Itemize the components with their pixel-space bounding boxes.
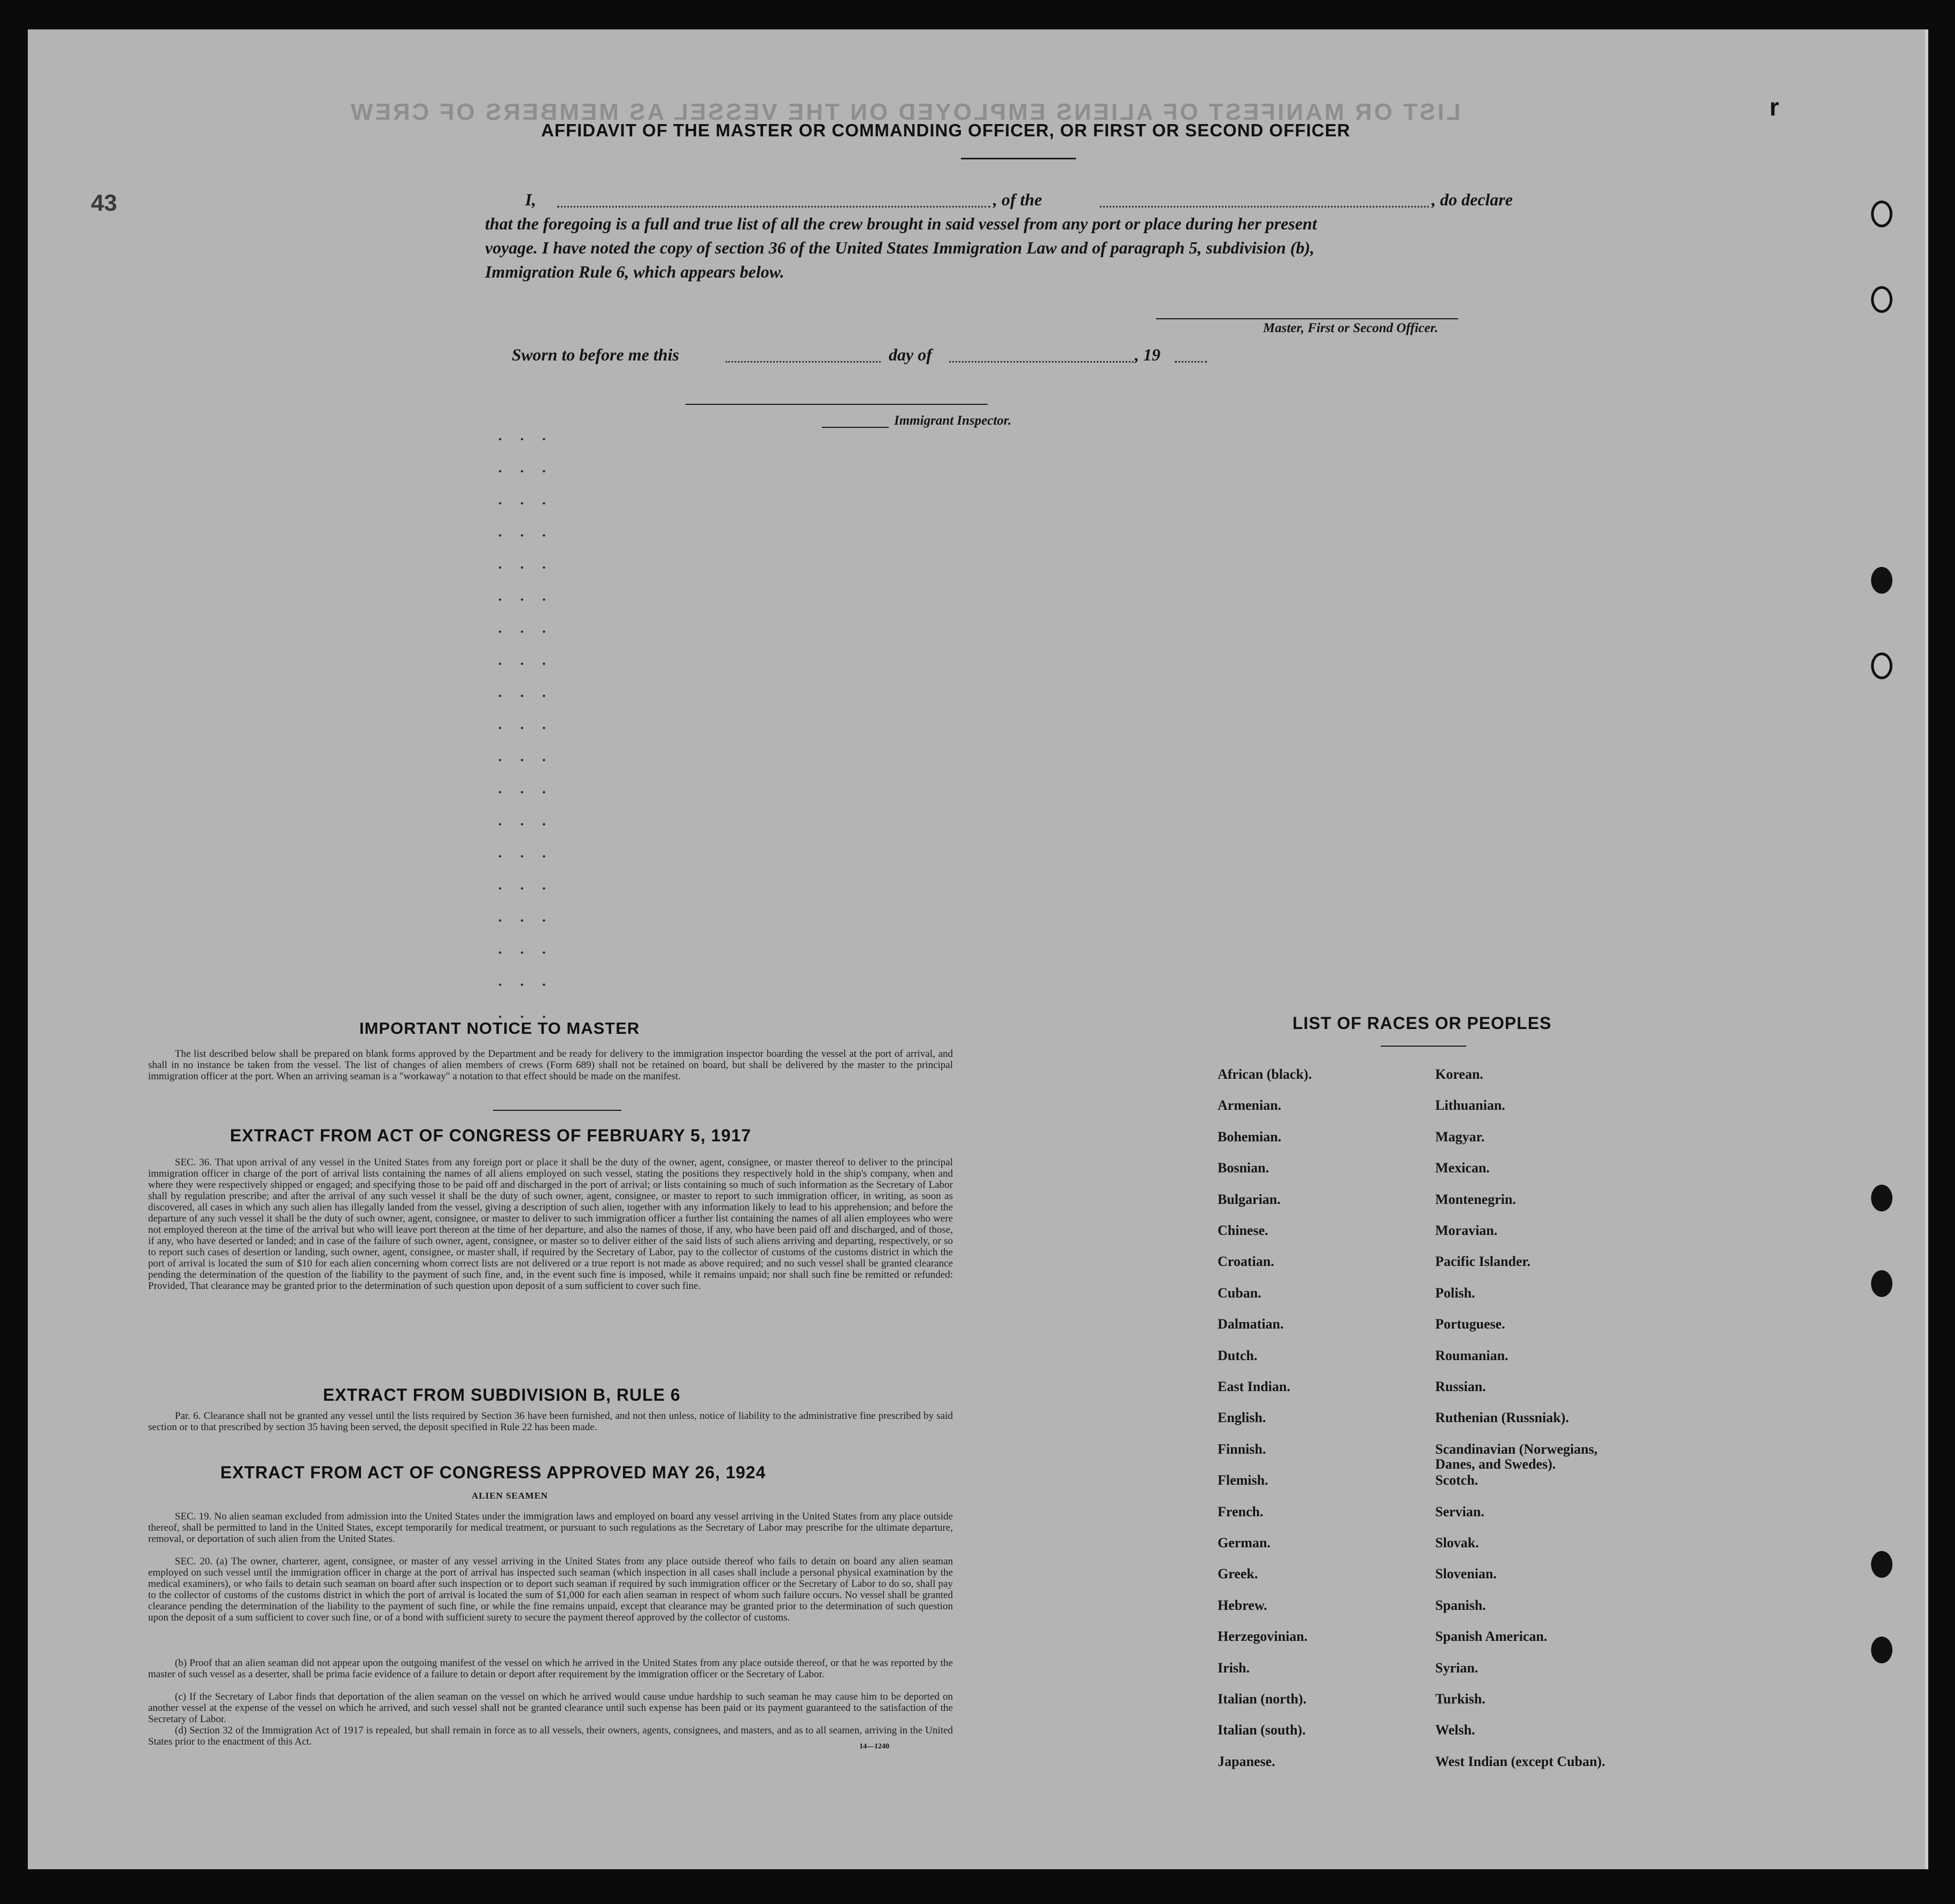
race-item: East Indian. — [1218, 1379, 1290, 1394]
inspector-caption: Immigrant Inspector. — [894, 413, 1012, 428]
sworn-month-field[interactable] — [949, 361, 1134, 363]
inspector-short-rule — [822, 427, 889, 428]
act1924-sec20a: SEC. 20. (a) The owner, charterer, agent, consignee, or master of any vessel arriving in the United States from any place outside thereof who fails to detain on board any alien seaman employed on such vessel until the immigration officer in charge at the port of arrival has inspected such seaman (which inspection in all cases shall include a personal physical examination by the medical examiners), or who fails to detain such seaman on board after such inspection or to deport such seaman if required by such immigration officer or the Secretary of Labor to do so, shall pay to the collector of customs of the customs district in which the port of arrival is located the sum of $1,000 for each alien seaman in respect of whom such failure occurs. No vessel shall be granted clearance pending the determination of the liability to the payment of such fine, or while the fine remains unpaid, except that clearance may be granted prior to the determination of such question upon the deposit of a sum sufficient to cover such fine, or of a bond with sufficient surety to secure the payment thereof approved by the collector of customs. — [148, 1556, 953, 1623]
punch-hole — [1871, 1551, 1892, 1578]
race-item: Herzegovinian. — [1218, 1629, 1308, 1645]
rule6-title: EXTRACT FROM SUBDIVISION B, RULE 6 — [323, 1385, 681, 1404]
corner-number: 43 — [91, 190, 117, 216]
race-item: English. — [1218, 1410, 1266, 1426]
affidavit-line-3: voyage. I have noted the copy of section 36 of the United States Immigration Law and of paragraph 5, subdivision (b), — [485, 238, 1315, 257]
race-item: Korean. — [1435, 1066, 1483, 1082]
race-item: German. — [1218, 1535, 1271, 1550]
race-item: Slovak. — [1435, 1535, 1479, 1550]
race-item: Spanish. — [1435, 1597, 1486, 1613]
sworn-year-label: , 19 — [1135, 345, 1160, 364]
race-item: Polish. — [1435, 1285, 1475, 1301]
race-item: Irish. — [1218, 1660, 1250, 1676]
race-item: Dalmatian. — [1218, 1316, 1284, 1332]
race-item: French. — [1218, 1503, 1264, 1519]
race-item: Pacific Islander. — [1435, 1254, 1531, 1270]
race-item: Montenegrin. — [1435, 1191, 1516, 1207]
act1924-subtitle: ALIEN SEAMEN — [472, 1491, 548, 1501]
affidavit-do-declare: , do declare — [1431, 190, 1513, 209]
race-item: Italian (north). — [1218, 1691, 1307, 1707]
act1924-title: EXTRACT FROM ACT OF CONGRESS APPROVED MAY 26, 1924 — [220, 1463, 766, 1482]
ghost-heading: LIST OR MANIFEST OF ALIENS EMPLOYED ON THE VESSEL AS MEMBERS OF CREW — [349, 99, 1461, 125]
punch-hole — [1871, 1270, 1892, 1297]
punch-hole — [1871, 567, 1892, 594]
sworn-line — [512, 345, 1260, 366]
race-item: Bosnian. — [1218, 1160, 1269, 1176]
sworn-year-field[interactable] — [1175, 361, 1207, 363]
punch-hole — [1871, 201, 1892, 227]
race-item: Dutch. — [1218, 1347, 1258, 1363]
extract-1917-title: EXTRACT FROM ACT OF CONGRESS OF FEBRUARY 5, 1917 — [230, 1126, 751, 1145]
sworn-day-of-label: day of — [889, 345, 932, 364]
act1924-sec20d: (d) Section 32 of the Immigration Act of 1917 is repealed, but shall remain in force as to all vessels, their owners, agents, consignees, and masters, and as to all seamen, arriving in the United States prior to the enactment of this Act. — [148, 1725, 953, 1747]
race-item: Scotch. — [1435, 1472, 1479, 1488]
notice-title: IMPORTANT NOTICE TO MASTER — [359, 1019, 640, 1038]
race-item: Scandinavian (Norwegians, Danes, and Swedes). — [1435, 1441, 1598, 1472]
notice-text: The list described below shall be prepared on blank forms approved by the Department and be ready for delivery to the immigration inspector boarding the vessel at the port of arrival, and shall in no instance be taken from the vessel. The list of changes of alien members of crews (Form 689) shall not be retained on board, but shall be delivered by the master to the principal immigration officer at the port. When an arriving seaman is a "workaway" a notation to that effect should be made on the manifest. — [148, 1048, 953, 1082]
race-item: Flemish. — [1218, 1472, 1268, 1488]
race-item: Chinese. — [1218, 1223, 1268, 1238]
race-item: Spanish American. — [1435, 1629, 1548, 1645]
race-item: Lithuanian. — [1435, 1097, 1505, 1114]
punch-hole — [1871, 652, 1892, 679]
vessel-name-field[interactable] — [1100, 206, 1429, 208]
punch-hole — [1871, 1637, 1892, 1663]
race-item: Bohemian. — [1218, 1128, 1282, 1145]
race-item: Croatian. — [1218, 1254, 1274, 1270]
form-number: 14—1240 — [859, 1742, 889, 1751]
rule6-text: Par. 6. Clearance shall not be granted any vessel until the lists required by Section 36 have been furnished, and not then unless, notice of liability to the administrative fine prescribed by said section or to that prescribed by section 35 having been served, the deposit specified in Rule 22 has been made. — [148, 1410, 953, 1433]
act1924-sec20c: (c) If the Secretary of Labor finds that deportation of the alien seaman on the vessel on which he arrived would cause undue hardship to such seaman he may cause him to be deported on another vessel at the expense of the vessel on which he arrived, and such vessel shall not be granted clearance until such expense has been paid or its payment guaranteed to the satisfaction of the Secretary of Labor. — [148, 1691, 953, 1725]
races-title: LIST OF RACES OR PEOPLES — [1292, 1014, 1552, 1033]
race-item: Magyar. — [1435, 1128, 1485, 1145]
manifest-row-dots: . . . . . . . . . . . . . . . . . . . . . . . . . . . . . . . . . . . . . . . . . . . . . . . . . . . . . . . . . — [498, 428, 553, 1021]
race-item: Cuban. — [1218, 1285, 1261, 1301]
race-item: Welsh. — [1435, 1722, 1475, 1738]
act1924-sec19: SEC. 19. No alien seaman excluded from admission into the United States under the immigration laws and employed on board any vessel arriving in the United States from any place outside thereof, shall be permitted to land in the United States, except temporarily for medical treatment, or pursuant to such regulations as the Secretary of Labor may prescribe for the ultimate departure, removal, or deportation of such alien from the United States. — [148, 1511, 953, 1545]
race-item: Russian. — [1435, 1379, 1486, 1394]
race-item: Syrian. — [1435, 1660, 1479, 1676]
punch-hole — [1871, 286, 1892, 313]
race-item: Hebrew. — [1218, 1597, 1267, 1613]
affidavit-title: AFFIDAVIT OF THE MASTER OR COMMANDING OFFICER, OR FIRST OR SECOND OFFICER — [541, 120, 1351, 140]
manifest-sheet — [28, 29, 1928, 1869]
inspector-signature-line[interactable] — [686, 404, 988, 405]
affidavit-i: I, — [525, 190, 536, 209]
race-item: African (black). — [1218, 1066, 1312, 1082]
corner-tick: r — [1769, 93, 1779, 121]
race-item: Moravian. — [1435, 1223, 1498, 1238]
sworn-label: Sworn to before me this — [512, 345, 679, 364]
affidavit-line-1 — [525, 190, 1541, 211]
race-item: Ruthenian (Russniak). — [1435, 1410, 1569, 1426]
notice-rule — [493, 1110, 621, 1111]
race-item: Slovenian. — [1435, 1566, 1497, 1582]
punch-hole — [1871, 1185, 1892, 1211]
affidavit-line-4: Immigration Rule 6, which appears below. — [485, 262, 784, 281]
race-item: West Indian (except Cuban). — [1435, 1753, 1605, 1769]
master-signature-caption: Master, First or Second Officer. — [1263, 321, 1438, 335]
race-item: Armenian. — [1218, 1097, 1282, 1114]
race-item: Portuguese. — [1435, 1316, 1505, 1332]
affidavit-of-the: , of the — [993, 190, 1042, 209]
master-name-field[interactable] — [557, 206, 990, 208]
affidavit-title-rule — [961, 158, 1076, 159]
race-item: Turkish. — [1435, 1691, 1486, 1707]
race-item: Japanese. — [1218, 1753, 1275, 1769]
sworn-day-field[interactable] — [726, 361, 881, 363]
race-item: Finnish. — [1218, 1441, 1266, 1457]
act1924-sec20b: (b) Proof that an alien seaman did not appear upon the outgoing manifest of the vessel on which he arrived in the United States from any place outside thereof, or that he was reported by the master of such vessel as a deserter, shall be prima facie evidence of a failure to detain or deport after requirement by the immigration officer or the Secretary of Labor. — [148, 1657, 953, 1680]
extract-1917-text: SEC. 36. That upon arrival of any vessel in the United States from any foreign port or place it shall be the duty of the owner, agent, consignee, or master thereof to deliver to the principal immigration officer in charge of the port of arrival lists containing the names of all aliens employed on such vessel, stating the positions they respectively hold in the ship's company, when and where they were respectively shipped or engaged; and specifying those to be paid off and discharged in the port of arrival; or lists containing so much of such information as the Secretary of Labor shall by regulation prescribe; and after the arrival of any such vessel it shall be the duty of such owner, agent, consignee, or master to report to such immigration officer, in writing, as soon as discovered, all cases in which any such alien has illegally landed from the vessel, giving a description of such alien, together with any information likely to lead to his apprehension; and before the departure of any such vessel it shall be the duty of such owner, agent, consignee, or master to deliver to such immigration officer a further list containing the names of all alien employees who were not employed thereon at the time of the arrival but who will leave port thereon at the time of her departure, and also the names of those, if any, who have been paid off and discharged, and of those, if any, who have deserted or landed; and in case of the failure of such owner, agent, consignee, or master so to deliver either of the said lists of such aliens arriving and departing, respectively, or so to report such cases of desertion or landing, such owner, agent, consignee, or master shall, if required by the Secretary of Labor, pay to the collector of customs of the customs district in which the port of arrival is located the sum of $10 for each alien concerning whom correct lists are not delivered or a true report is not made as above required; and no such vessel shall be granted clearance pending the determination of the question of the liability to the payment of such fine, and, in the event such fine is imposed, while it remains unpaid; nor shall such fine be remitted or refunded: Provided, That clearance may be granted prior to the determination of such question upon deposit of a sum sufficient to cover such fine. — [148, 1157, 953, 1292]
affidavit-line-2: that the foregoing is a full and true list of all the crew brought in said vessel from any port or place during her present — [485, 214, 1317, 233]
race-item: Greek. — [1218, 1566, 1258, 1582]
race-item: Servian. — [1435, 1503, 1484, 1519]
race-item: Bulgarian. — [1218, 1191, 1281, 1207]
master-signature-line[interactable] — [1156, 318, 1458, 319]
race-item: Italian (south). — [1218, 1722, 1306, 1738]
race-item: Mexican. — [1435, 1160, 1490, 1176]
races-title-rule — [1381, 1046, 1466, 1047]
race-item: Roumanian. — [1435, 1347, 1508, 1363]
